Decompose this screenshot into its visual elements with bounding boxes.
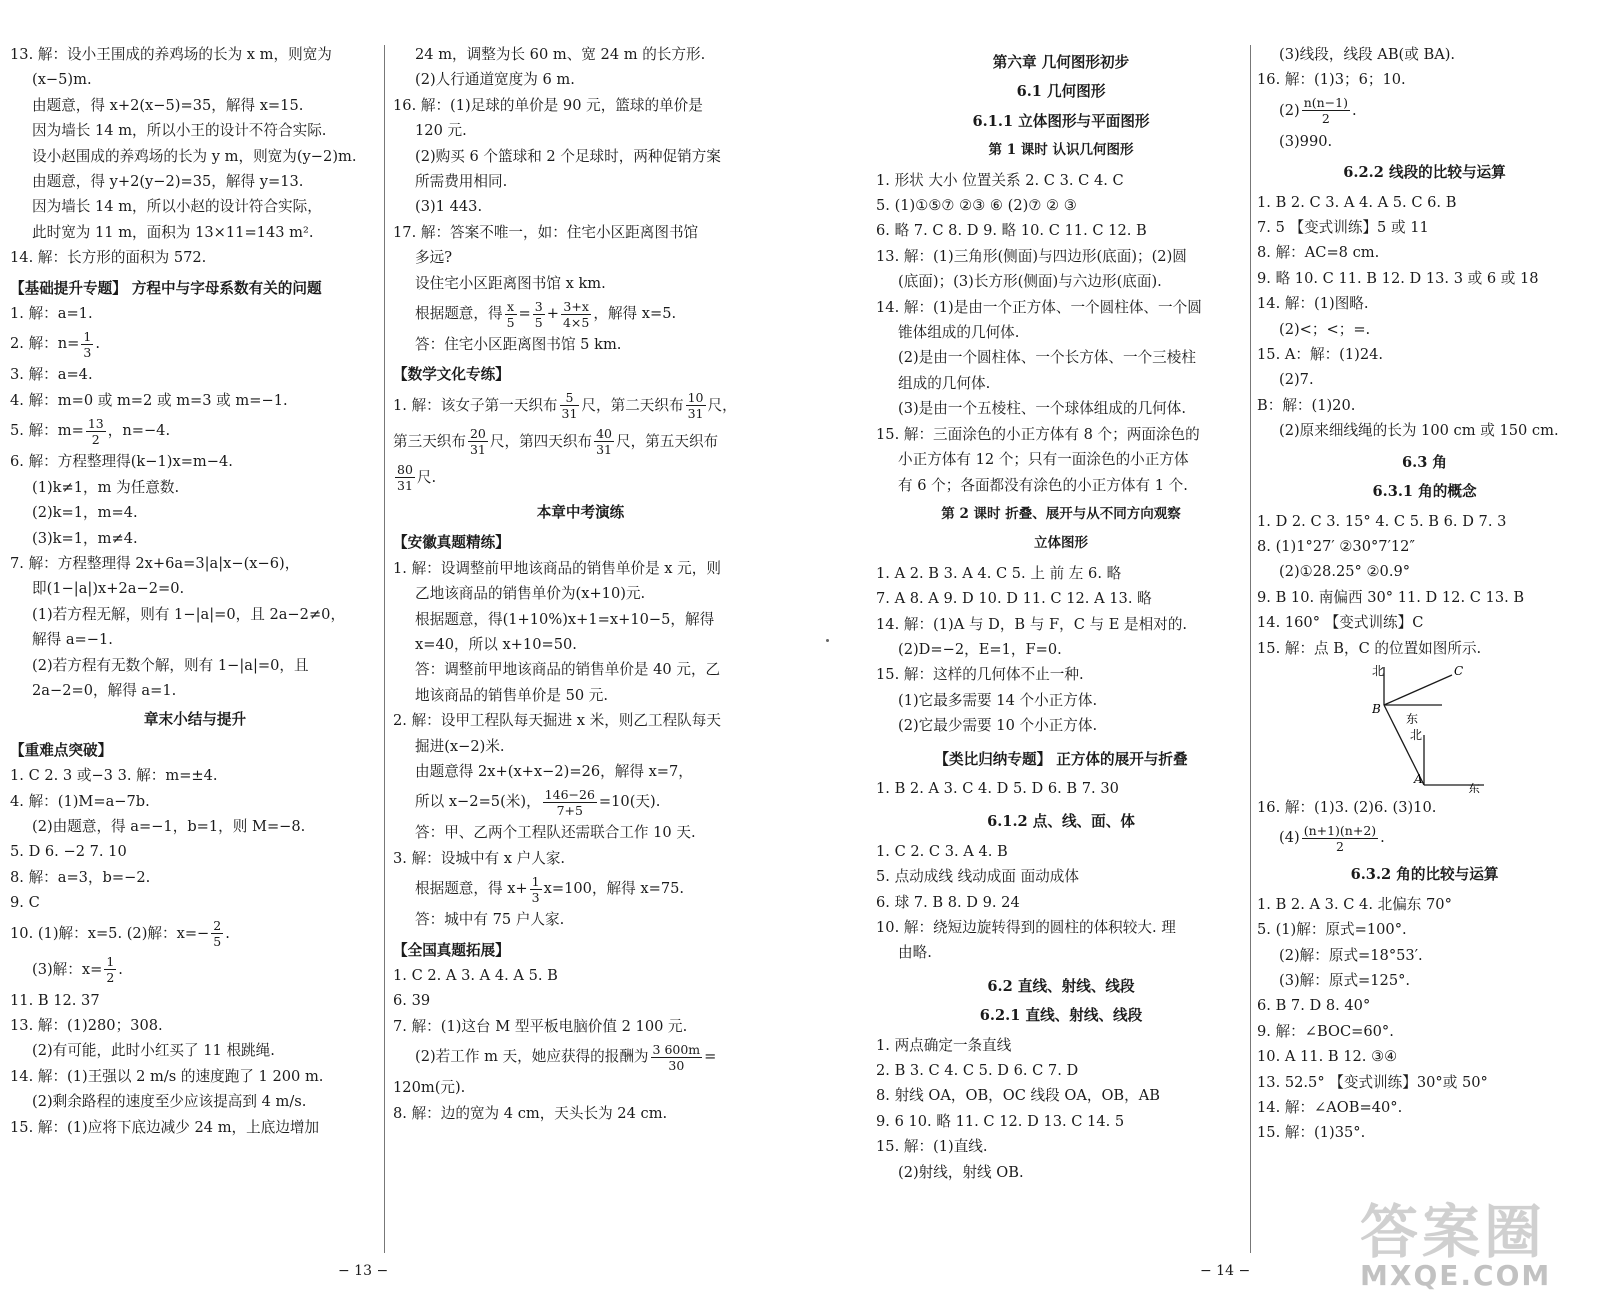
- text-line: 2. B 3. C 4. C 5. D 6. C 7. D: [876, 1062, 1079, 1080]
- fraction: $\frac{(n+1)(n+2)}{2}$: [1303, 822, 1377, 854]
- text-line: 乙地该商品的销售单价为(x+10)元.: [415, 585, 646, 603]
- text-line: 15. A：解：(1)24.: [1257, 346, 1384, 364]
- watermark-url: MXQE.COM: [1360, 1259, 1552, 1292]
- text-line: 1. D 2. C 3. 15° 4. C 5. B 6. D 7. 3: [1257, 512, 1507, 530]
- text-line: (3)k=1，m≠4.: [32, 529, 138, 547]
- fraction: $\frac{40}{31}$: [596, 426, 612, 458]
- text-line: 6. 球 7. B 8. D 9. 24: [876, 893, 1020, 911]
- text-line: (2) $\frac{n(n-1)}{2}$ .: [1279, 95, 1357, 127]
- text-line: 15. 解：三面涂色的小正方体有 8 个；两面涂色的: [876, 425, 1200, 443]
- fraction: $\frac{5}{31}$: [561, 390, 578, 422]
- text-line: (4) $\frac{(n+1)(n+2)}{2}$ .: [1279, 822, 1385, 854]
- column-1: [10, 42, 380, 1140]
- fraction: $\frac{3}{5}$: [534, 298, 543, 330]
- text-line: 5. D 6. −2 7. 10: [10, 843, 127, 861]
- north-label-a: 北: [1410, 727, 1423, 742]
- section-heading: 【基础提升专题】 方程中与字母系数有关的问题: [10, 279, 322, 297]
- text-line: 14. 解：(1)A 与 D，B 与 F，C 与 E 是相对的.: [876, 615, 1188, 633]
- text-line: (2)①28.25° ②0.9°: [1279, 563, 1411, 581]
- text-line: 由略.: [898, 944, 932, 962]
- text-line: 120m(元).: [393, 1079, 466, 1097]
- text-line: 1. C 2. A 3. A 4. A 5. B: [393, 966, 558, 984]
- text-line: 第三天织布 $\frac{20}{31}$ 尺，第四天织布 $\frac{40}{31}$ 尺，第五天织布: [393, 426, 719, 458]
- text-line: 地该商品的销售单价是 50 元.: [415, 686, 609, 704]
- text-line: 掘进(x−2)米.: [415, 737, 505, 755]
- segment-bc: [1384, 675, 1452, 705]
- fraction: $\frac{146-26}{7+5}$: [544, 786, 595, 818]
- text-line: (2)由题意，得 a=−1，b=1，则 M=−8.: [32, 817, 306, 835]
- text-line: (2)射线，射线 OB.: [898, 1163, 1024, 1181]
- text-line: 锥体组成的几何体.: [898, 324, 1020, 342]
- text-line: (3)解：原式=125°.: [1279, 971, 1411, 989]
- text-line: 8. (1)1°27′ ②30°7′12″: [1257, 537, 1415, 555]
- text-line: 8. 射线 OA，OB，OC 线段 OA，OB，AB: [876, 1087, 1161, 1105]
- text-line: 根据题意，得(1+10%)x+1=x+10−5，解得: [415, 610, 715, 628]
- fraction: $\frac{n(n-1)}{2}$: [1303, 95, 1348, 127]
- text-line: 16. 解：(1)3；6；10.: [1257, 71, 1406, 89]
- text-line: 16. 解：(1)3. (2)6. (3)10.: [1257, 798, 1437, 816]
- text-line: 10. A 11. B 12. ③④: [1257, 1048, 1398, 1066]
- text-line: 9. 略 10. C 11. B 12. D 13. 3 或 6 或 18: [1257, 269, 1539, 287]
- text-line: 3. 解：设城中有 x 户人家.: [393, 849, 566, 867]
- watermark-logo: [1360, 1185, 1590, 1295]
- fraction: $\frac{1}{3}$: [83, 328, 92, 360]
- lesson-title-continued: 立体图形: [1034, 535, 1088, 552]
- fraction: $\frac{1}{2}$: [106, 954, 115, 986]
- text-line: 3. 解：a=4.: [10, 366, 93, 384]
- text-line: 10. (1)解：x=5. (2)解：x=− $\frac{2}{5}$ .: [10, 918, 230, 950]
- fraction: $\frac{x}{5}$: [506, 298, 515, 330]
- text-line: 14. 解：(1)是由一个正方体、一个圆柱体、一个圆: [876, 298, 1202, 316]
- text-line: 1. C 2. 3 或−3 3. 解：m=±4.: [10, 767, 218, 785]
- text-line: 即(1−|a|)x+2a−2=0.: [32, 580, 185, 598]
- text-line: 因为墙长 14 m，所以小赵的设计符合实际，: [32, 198, 322, 216]
- section-heading: 【重难点突破】: [10, 741, 113, 759]
- text-line: $\frac{80}{31}$ 尺.: [397, 462, 437, 494]
- text-line: (2)D=−2，E=1，F=0.: [898, 640, 1062, 658]
- chapter-title: 第六章 几何图形初步: [992, 54, 1130, 71]
- text-line: (2)若方程有无数个解，则有 1−|a|=0，且: [32, 656, 309, 674]
- text-line: 11. B 12. 37: [10, 991, 100, 1009]
- text-line: 9. 6 10. 略 11. C 12. D 13. C 14. 5: [876, 1112, 1125, 1130]
- text-line: 1. 解：该女子第一天织布 $\frac{5}{31}$ 尺，第二天织布 $\frac{10}{31}$ 尺，: [393, 390, 737, 422]
- chapter-summary-heading: 章末小结与提升: [143, 711, 247, 729]
- watermark-text: 答案圈: [1360, 1198, 1547, 1266]
- text-line: 8. 解：边的宽为 4 cm，天头长为 24 cm.: [393, 1104, 668, 1122]
- center-dot: [826, 639, 829, 642]
- text-line: 2. 解：n= $\frac{1}{3}$ .: [10, 328, 100, 360]
- text-line: (2)k=1，m=4.: [32, 504, 138, 522]
- text-line: 24 m，调整为长 60 m、宽 24 m 的长方形.: [415, 46, 706, 63]
- text-line: (2)7.: [1279, 371, 1314, 389]
- text-line: 8. 解：AC=8 cm.: [1257, 244, 1380, 262]
- subsection-title: 6.1.1 立体图形与平面图形: [972, 112, 1150, 130]
- lesson-title: 第 1 课时 认识几何图形: [988, 142, 1134, 159]
- text-line: (底面)；(3)长方形(侧面)与六边形(底面).: [898, 273, 1162, 291]
- text-line: 答：城中有 75 户人家.: [415, 911, 565, 929]
- text-line: 13. 解：(1)280；308.: [10, 1017, 163, 1034]
- text-line: (3)线段，线段 AB(或 BA).: [1279, 46, 1456, 63]
- text-line: 14. 解：长方形的面积为 572.: [10, 249, 207, 267]
- fraction: $\frac{20}{31}$: [469, 426, 486, 458]
- fraction: $\frac{1}{3}$: [531, 873, 540, 905]
- text-line: 5. 解：m= $\frac{13}{2}$ ，n=−4.: [10, 415, 171, 447]
- text-line: 1. B 2. C 3. A 4. A 5. C 6. B: [1257, 193, 1457, 211]
- text-line: 13. 解：(1)三角形(侧面)与四边形(底面)；(2)圆: [876, 247, 1187, 265]
- east-label-a: 东: [1468, 781, 1481, 793]
- text-line: 5. (1)解：原式=100°.: [1257, 921, 1407, 939]
- text-line: 所需费用相同.: [415, 173, 508, 191]
- section-title: 6.2 直线、射线、线段: [987, 977, 1135, 995]
- point-label-c: C: [1454, 663, 1464, 678]
- text-line: 7. A 8. A 9. D 10. D 11. C 12. A 13. 略: [876, 590, 1152, 608]
- text-line: (3)990.: [1279, 132, 1333, 150]
- point-label-a: A: [1414, 771, 1423, 786]
- text-line: B：解：(1)20.: [1257, 396, 1356, 414]
- text-line: 14. 160° 【变式训练】C: [1257, 614, 1424, 632]
- text-line: (x−5)m.: [32, 71, 92, 89]
- fraction: $\frac{3+x}{4\times 5}$: [562, 298, 590, 330]
- text-line: 1. B 2. A 3. C 4. D 5. D 6. B 7. 30: [876, 779, 1119, 797]
- text-line: 小正方体有 12 个；只有一面涂色的小正方体: [898, 451, 1189, 469]
- text-line: x=40，所以 x+10=50.: [415, 635, 577, 653]
- text-line: 1. C 2. C 3. A 4. B: [876, 842, 1008, 860]
- chapter-exam-heading: 本章中考演练: [536, 503, 625, 521]
- text-line: 120 元.: [415, 122, 467, 140]
- text-line: 17. 解：答案不唯一，如：住宅小区距离图书馆: [393, 223, 699, 241]
- text-line: 5. 点动成线 线动成面 面动成体: [876, 868, 1079, 886]
- text-line: 7. 解：(1)这台 M 型平板电脑价值 2 100 元.: [393, 1017, 688, 1035]
- text-line: (2)原来细线绳的长为 100 cm 或 150 cm.: [1279, 422, 1559, 440]
- point-label-b: B: [1372, 701, 1381, 716]
- text-line: 1. 解：a=1.: [10, 305, 93, 323]
- subsection-title: 6.3.2 角的比较与运算: [1350, 866, 1499, 884]
- text-line: 9. B 10. 南偏西 30° 11. D 12. C 13. B: [1257, 588, 1525, 606]
- text-line: (2)<；<；=.: [1279, 320, 1371, 338]
- text-line: 由题意得 2x+(x+x−2)=26，解得 x=7，: [415, 762, 693, 780]
- text-line: 6. B 7. D 8. 40°: [1257, 997, 1371, 1015]
- text-line: 多远?: [415, 249, 453, 267]
- section-heading: 【数学文化专练】: [393, 366, 510, 384]
- text-line: 15. 解：(1)35°.: [1257, 1124, 1366, 1142]
- text-line: 15. 解：点 B，C 的位置如图所示.: [1257, 639, 1482, 657]
- text-line: (2)是由一个圆柱体、一个长方体、一个三棱柱: [898, 349, 1196, 367]
- text-line: 6. 略 7. C 8. D 9. 略 10. C 11. C 12. B: [876, 222, 1147, 240]
- text-line: (2)有可能，此时小红买了 11 根跳绳.: [32, 1042, 275, 1060]
- text-line: 此时宽为 11 m，面积为 13×11=143 m².: [32, 223, 314, 241]
- text-line: (1)它最多需要 14 个小正方体.: [898, 691, 1098, 709]
- fraction: $\frac{3 600m}{30}$: [652, 1041, 701, 1073]
- text-line: 14. 解：(1)王强以 2 m/s 的速度跑了 1 200 m.: [10, 1067, 324, 1085]
- column-divider-right: [1250, 45, 1251, 1253]
- text-line: 9. 解：∠BOC=60°.: [1257, 1022, 1394, 1040]
- subsection-title: 6.2.2 线段的比较与运算: [1343, 164, 1506, 182]
- text-line: 由题意，得 y+2(y−2)=35，解得 y=13.: [32, 173, 304, 191]
- text-line: (3)是由一个五棱柱、一个球体组成的几何体.: [898, 400, 1187, 418]
- text-line: 1. 形状 大小 位置关系 2. C 3. C 4. C: [876, 171, 1124, 189]
- text-line: 5. (1)①⑤⑦ ②③ ⑥ (2)⑦ ② ③: [876, 197, 1077, 215]
- text-line: 2. 解：设甲工程队每天掘进 x 米，则乙工程队每天: [393, 712, 721, 730]
- text-line: 解得 a=−1.: [32, 631, 113, 649]
- east-label-b: 东: [1406, 711, 1419, 726]
- text-line: 4. 解：(1)M=a−7b.: [10, 792, 150, 810]
- text-line: 设住宅小区距离图书馆 x km.: [415, 274, 606, 292]
- text-line: (3)解：x= $\frac{1}{2}$ .: [32, 954, 123, 986]
- lesson-title: 第 2 课时 折叠、展开与从不同方向观察: [941, 505, 1181, 522]
- text-line: 8. 解：a=3，b=−2.: [10, 868, 151, 886]
- text-line: 答：调整前甲地该商品的销售单价是 40 元，乙: [415, 661, 721, 679]
- text-line: 6. 解：方程整理得(k−1)x=m−4.: [10, 453, 233, 471]
- text-line: 13. 52.5° 【变式训练】30°或 50°: [1257, 1073, 1488, 1091]
- section-heading: 【类比归纳专题】 正方体的展开与折叠: [934, 750, 1188, 768]
- subsection-title: 6.2.1 直线、射线、线段: [979, 1007, 1143, 1025]
- text-line: 设小赵围成的养鸡场的长为 y m，则宽为(y−2)m.: [32, 147, 357, 165]
- text-line: (2)若工作 m 天，她应获得的报酬为 $\frac{3 600m}{30}$ =: [415, 1041, 717, 1073]
- page-number-right: − 14 −: [1200, 1263, 1251, 1279]
- column-2: [393, 42, 768, 1126]
- section-heading: 【安徽真题精练】: [393, 534, 510, 552]
- subsection-title: 6.3.1 角的概念: [1372, 483, 1477, 501]
- text-line: 14. 解：∠AOB=40°.: [1257, 1099, 1403, 1116]
- section-title: 6.1 几何图形: [1016, 83, 1106, 101]
- text-line: 所以 x−2=5(米)， $\frac{146-26}{7+5}$ =10(天).: [415, 786, 661, 818]
- text-line: 根据题意，得 $\frac{x}{5}$ = $\frac{3}{5}$ + $\frac{3+x}{4\times 5}$ ，解得 x=5.: [415, 298, 677, 330]
- text-line: 15. 解：这样的几何体不止一种.: [876, 666, 1084, 684]
- fraction: $\frac{2}{5}$: [213, 918, 222, 950]
- text-line: 7. 5 【变式训练】5 或 11: [1257, 219, 1429, 237]
- text-line: 因为墙长 14 m，所以小王的设计不符合实际.: [32, 122, 327, 140]
- text-line: 1. 解：设调整前甲地该商品的销售单价是 x 元，则: [393, 559, 721, 577]
- text-line: 16. 解：(1)足球的单价是 90 元，篮球的单价是: [393, 96, 703, 114]
- text-line: 1. A 2. B 3. A 4. C 5. 上 前 左 6. 略: [876, 564, 1122, 582]
- column-divider-left: [384, 45, 385, 1253]
- text-line: 答：住宅小区距离图书馆 5 km.: [415, 336, 622, 354]
- text-line: 13. 解：设小王围成的养鸡场的长为 x m，则宽为: [10, 46, 332, 63]
- text-line: 9. C: [10, 894, 40, 912]
- text-line: (1)若方程无解，则有 1−|a|=0，且 2a−2≠0，: [32, 605, 346, 623]
- text-line: 答：甲、乙两个工程队还需联合工作 10 天.: [415, 824, 696, 842]
- text-line: 1. 两点确定一条直线: [876, 1036, 1012, 1054]
- direction-diagram: [1372, 663, 1572, 793]
- text-line: (3)1 443.: [415, 198, 483, 216]
- text-line: 由题意，得 x+2(x−5)=35，解得 x=15.: [32, 96, 304, 114]
- text-line: 1. B 2. A 3. C 4. 北偏东 70°: [1257, 895, 1452, 913]
- text-line: (1)k≠1，m 为任意数.: [32, 478, 180, 496]
- text-line: 15. 解：(1)应将下底边减少 24 m，上底边增加: [10, 1118, 320, 1136]
- section-title: 6.3 角: [1401, 453, 1448, 471]
- text-line: 有 6 个；各面都没有涂色的小正方体有 1 个.: [898, 476, 1188, 494]
- text-line: 6. 39: [393, 992, 431, 1010]
- text-line: 4. 解：m=0 或 m=2 或 m=3 或 m=−1.: [10, 391, 288, 409]
- fraction: $\frac{10}{31}$: [687, 390, 704, 422]
- text-line: (2)解：原式=18°53′.: [1279, 946, 1423, 964]
- text-line: 根据题意，得 x+ $\frac{1}{3}$ x=100，解得 x=75.: [415, 873, 685, 905]
- fraction: $\frac{80}{31}$: [397, 462, 413, 494]
- fraction: $\frac{13}{2}$: [87, 415, 104, 447]
- text-line: 14. 解：(1)图略.: [1257, 295, 1369, 313]
- text-line: 组成的几何体.: [898, 374, 991, 392]
- subsection-title: 6.1.2 点、线、面、体: [987, 813, 1135, 831]
- text-line: (2)它最少需要 10 个小正方体.: [898, 717, 1098, 735]
- text-line: (2)剩余路程的速度至少应该提高到 4 m/s.: [32, 1093, 307, 1111]
- text-line: 10. 解：绕短边旋转得到的圆柱的体积较大. 理: [876, 919, 1176, 936]
- text-line: 7. 解：方程整理得 2x+6a=3|a|x−(x−6)，: [10, 554, 300, 572]
- section-heading: 【全国真题拓展】: [393, 941, 510, 959]
- text-line: (2)购买 6 个篮球和 2 个足球时，两种促销方案: [415, 147, 721, 165]
- column-3: [876, 42, 1246, 1185]
- text-line: (2)人行通道宽度为 6 m.: [415, 71, 575, 89]
- page-number-left: − 13 −: [338, 1263, 389, 1279]
- north-label-b: 北: [1372, 663, 1385, 678]
- column-4: [1257, 42, 1592, 1146]
- text-line: 15. 解：(1)直线.: [876, 1138, 988, 1156]
- text-line: 2a−2=0，解得 a=1.: [32, 681, 177, 699]
